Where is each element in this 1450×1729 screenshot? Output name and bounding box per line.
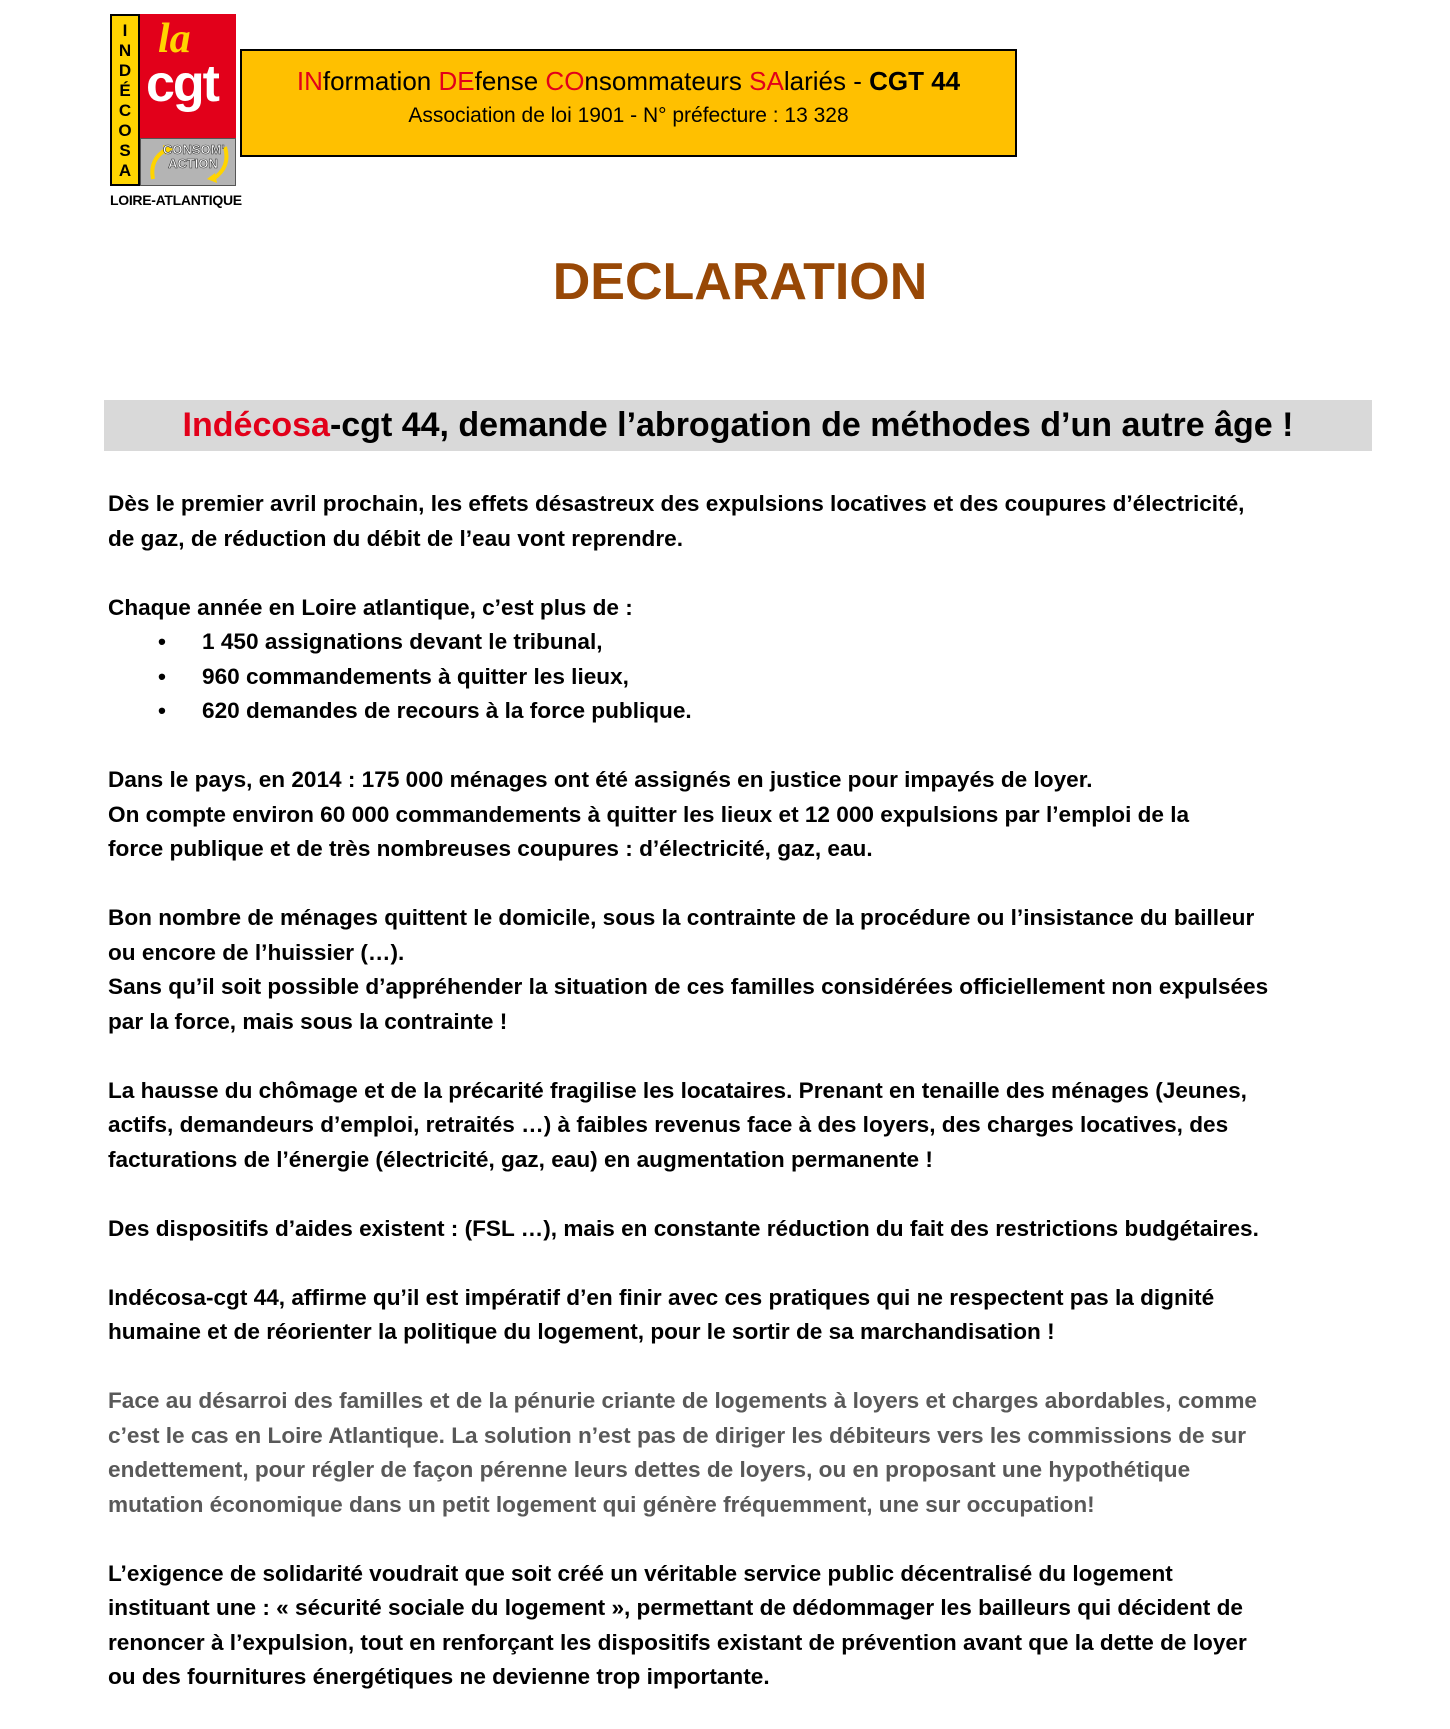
text-line: Chaque année en Loire atlantique, c’est plus de : [108, 594, 633, 620]
text-line: On compte environ 60 000 commandements à quitter les lieux et 12 000 expulsions par l’emploi de la [108, 801, 1190, 827]
name-part: lariés - [783, 66, 870, 96]
text-line: Face au désarroi des familles et de la pénurie criante de logements à loyers et charges abordables, comme [108, 1388, 1257, 1413]
logo-cgt-block [140, 14, 236, 138]
logo-letter: O [118, 120, 132, 140]
acronym-letter: CO [545, 66, 585, 96]
bullet-icon: • [158, 629, 166, 654]
headline-banner [104, 400, 1372, 451]
paragraph [108, 1074, 1398, 1178]
logo-la-text: la [158, 16, 191, 62]
paragraph [108, 591, 1398, 626]
logo-indecosa-strip [110, 14, 140, 186]
text-line: c’est le cas en Loire Atlantique. La solution n’est pas de diriger les débiteurs vers les commissions de sur [108, 1422, 1247, 1448]
statistics-list [108, 625, 1398, 729]
paragraph [108, 1557, 1398, 1695]
list-item-text: 1 450 assignations devant le tribunal, [202, 629, 603, 654]
text-line: Des dispositifs d’aides existent : (FSL …), mais en constante réduction du fait des restrictions budgétaires. [108, 1215, 1259, 1241]
list-item [108, 625, 1398, 660]
logo-letter: D [118, 60, 132, 80]
text-line: endettement, pour régler de façon pérenne leurs dettes de loyers, ou en proposant une hypothétique [108, 1457, 1191, 1482]
text-line: Sans qu’il soit possible d’appréhender la situation de ces familles considérées officiellement non expulsées [108, 974, 1269, 999]
acronym-letter: IN [296, 66, 323, 96]
paragraph [108, 763, 1398, 867]
logo-letter: I [122, 20, 128, 40]
text-line: humaine et de réorienter la politique du logement, pour le sortir de sa marchandisation ! [108, 1319, 1055, 1344]
logo-action-line: ACTION [168, 156, 218, 171]
text-line: La hausse du chômage et de la précarité fragilise les locataires. Prenant en tenaille des ménages (Jeunes, [108, 1077, 1247, 1103]
paragraph [108, 1212, 1398, 1247]
paragraph [108, 901, 1398, 1039]
logo-consom-action-block [140, 138, 236, 186]
list-item [108, 694, 1398, 729]
organisation-header-box [240, 49, 1017, 157]
logo-consom-line: CONSOM' [163, 142, 225, 157]
text-line: actifs, demandeurs d’emploi, retraités …) à faibles revenus face à des loyers, des charges locatives, des [108, 1112, 1229, 1137]
logo-letter: S [119, 140, 131, 160]
name-part: formation [322, 66, 439, 96]
logo-consom-action-text [163, 143, 223, 171]
text-line: Indécosa-cgt 44, affirme qu’il est impératif d’en finir avec ces pratiques qui ne respectent pas la dignité [108, 1284, 1215, 1310]
list-item-text: 960 commandements à quitter les lieux, [202, 663, 629, 689]
list-item-text: 620 demandes de recours à la force publique. [202, 698, 692, 723]
logo-caption: LOIRE-ATLANTIQUE [110, 192, 242, 208]
text-line: de gaz, de réduction du débit de l’eau vont reprendre. [108, 525, 683, 551]
logo-cgt-text: cgt [146, 55, 218, 113]
list-item [108, 660, 1398, 695]
logo-letter: N [118, 40, 132, 60]
paragraph [108, 487, 1398, 556]
logo-letter: C [118, 100, 132, 120]
text-line: L’exigence de solidarité voudrait que soit créé un véritable service public décentralisé du logement [108, 1560, 1173, 1586]
association-registration: Association de loi 1901 - N° préfecture : 13 328 [408, 104, 849, 127]
text-line: Bon nombre de ménages quittent le domicile, sous la contrainte de la procédure ou l’insistance du bailleur [108, 905, 1255, 930]
logo-letter: A [118, 160, 132, 180]
text-line: facturations de l’énergie (électricité, gaz, eau) en augmentation permanente ! [108, 1146, 933, 1172]
text-line: renoncer à l’expulsion, tout en renforçant les dispositifs existant de prévention avant que la dette de loyer [108, 1629, 1247, 1655]
indecosa-cgt-logo [110, 14, 242, 210]
acronym-letter: SA [749, 66, 784, 96]
acronym-letter: DE [438, 66, 475, 96]
organisation-name [242, 65, 1015, 97]
name-part: fense [474, 66, 546, 96]
bullet-icon: • [158, 663, 166, 689]
paragraph [108, 1281, 1398, 1350]
paragraph [108, 1384, 1398, 1522]
headline-text: -cgt 44, demande l’abrogation de méthodes d’un autre âge ! [329, 406, 1294, 444]
text-line: par la force, mais sous la contrainte ! [108, 1008, 508, 1034]
text-line: Dès le premier avril prochain, les effets désastreux des expulsions locatives et des coupures d’électricité, [108, 491, 1245, 516]
logo-letter: É [119, 80, 131, 100]
text-line: ou des fournitures énergétiques ne devienne trop importante. [108, 1664, 770, 1689]
text-line: instituant une : « sécurité sociale du logement », permettant de dédommager les bailleurs qui décident de [108, 1595, 1243, 1620]
headline-org-name: Indécosa [182, 406, 330, 444]
union-name: CGT 44 [869, 66, 961, 96]
name-part: nsommateurs [584, 66, 750, 96]
text-line: mutation économique dans un petit logement qui génère fréquemment, une sur occupation! [108, 1491, 1095, 1517]
page-title: DECLARATION [552, 253, 928, 311]
text-line: ou encore de l’huissier (…). [108, 939, 405, 965]
text-line: Dans le pays, en 2014 : 175 000 ménages ont été assignés en justice pour impayés de loyer. [108, 767, 1093, 792]
text-line: force publique et de très nombreuses coupures : d’électricité, gaz, eau. [108, 836, 873, 861]
bullet-icon: • [158, 698, 166, 723]
declaration-body [108, 487, 1398, 1729]
